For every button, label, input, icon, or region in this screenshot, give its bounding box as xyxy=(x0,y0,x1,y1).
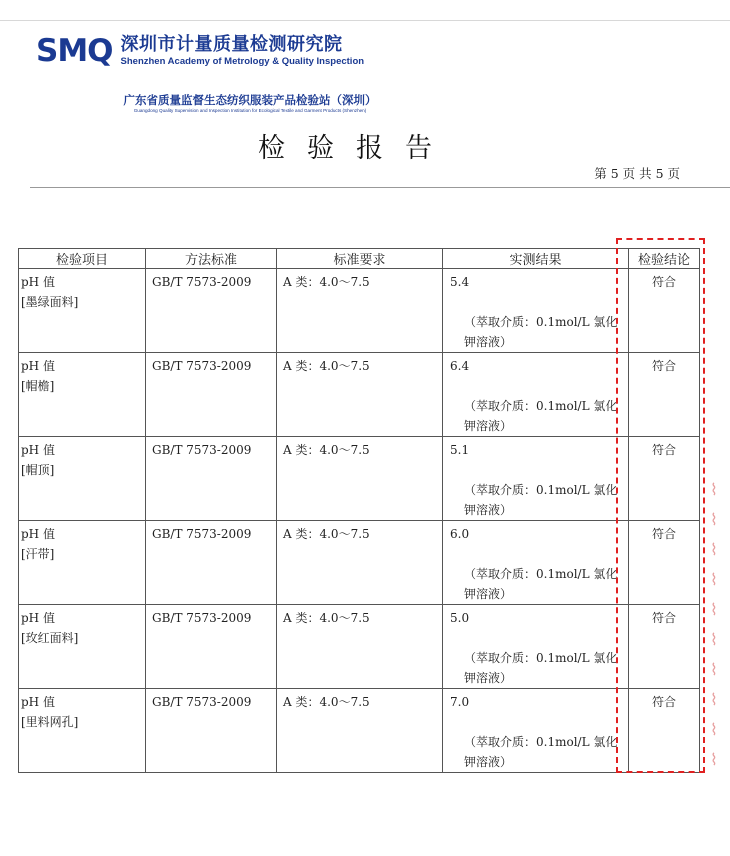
stamp-mark: ⌇ xyxy=(710,600,718,619)
requirement-cell xyxy=(277,353,443,437)
method-cell xyxy=(146,353,277,437)
title-divider xyxy=(30,187,730,188)
logo-text xyxy=(121,34,365,68)
result-cell xyxy=(443,605,629,689)
result-note: （萃取介质：0.1mol/L 氯化 钾溶液） xyxy=(464,651,618,685)
stamp-mark: ⌇ xyxy=(710,570,718,589)
requirement-text: A 类：4.0～7.5 xyxy=(283,611,370,625)
page-indicator: 第 5 页 共 5 页 xyxy=(594,166,680,181)
station-name-cn: 广东省质量监督生态纺织服装产品检验站（深圳） xyxy=(123,93,377,107)
result-note: （萃取介质：0.1mol/L 氯化 钾溶液） xyxy=(464,315,618,349)
col-header-method: 方法标准 xyxy=(146,249,277,269)
method-cell xyxy=(146,689,277,773)
result-note: （萃取介质：0.1mol/L 氯化 钾溶液） xyxy=(464,399,618,433)
table-row xyxy=(19,269,700,353)
result-value: 7.0 xyxy=(450,695,470,709)
result-note: （萃取介质：0.1mol/L 氯化 钾溶液） xyxy=(464,483,618,517)
requirement-cell xyxy=(277,605,443,689)
verdict-cell xyxy=(629,605,700,689)
requirement-text: A 类：4.0～7.5 xyxy=(283,275,370,289)
result-note: （萃取介质：0.1mol/L 氯化 钾溶液） xyxy=(464,567,618,601)
logo-mark: SMQ xyxy=(36,32,113,69)
result-cell xyxy=(443,353,629,437)
item-text: pH 值 [墨绿面料] xyxy=(21,275,79,309)
result-cell xyxy=(443,437,629,521)
item-text: pH 值 [里料网孔] xyxy=(21,695,79,729)
requirement-cell xyxy=(277,689,443,773)
result-cell xyxy=(443,689,629,773)
item-cell xyxy=(19,605,146,689)
org-logo xyxy=(36,30,364,72)
method-text: GB/T 7573-2009 xyxy=(152,611,252,625)
table-row xyxy=(19,353,700,437)
col-header-verdict: 检验结论 xyxy=(629,249,700,269)
station-name-en: Guangdong Quality Supervision and Inspection Institution for Ecological Textile and Garment Products (Shenzhen) xyxy=(133,108,367,113)
verdict-cell xyxy=(629,689,700,773)
col-header-item: 检验项目 xyxy=(19,249,146,269)
stamp-mark: ⌇ xyxy=(710,750,718,769)
table-row xyxy=(19,689,700,773)
verdict-cell xyxy=(629,269,700,353)
method-cell xyxy=(146,269,277,353)
verdict-text: 符合 xyxy=(651,527,676,541)
stamp-mark: ⌇ xyxy=(710,660,718,679)
verdict-text: 符合 xyxy=(651,275,676,289)
result-value: 5.0 xyxy=(450,611,470,625)
method-text: GB/T 7573-2009 xyxy=(152,275,252,289)
requirement-cell xyxy=(277,437,443,521)
stamp-mark: ⌇ xyxy=(710,540,718,559)
item-cell xyxy=(19,689,146,773)
method-cell xyxy=(146,521,277,605)
result-cell xyxy=(443,269,629,353)
seal-stamp-edge xyxy=(704,478,730,818)
method-text: GB/T 7573-2009 xyxy=(152,359,252,373)
station-block xyxy=(123,93,377,114)
item-text: pH 值 [帽檐] xyxy=(21,359,55,393)
table-row xyxy=(19,521,700,605)
method-cell xyxy=(146,605,277,689)
requirement-text: A 类：4.0～7.5 xyxy=(283,359,370,373)
result-value: 5.1 xyxy=(450,443,470,457)
stamp-mark: ⌇ xyxy=(710,720,718,739)
stamp-mark: ⌇ xyxy=(710,480,718,499)
stamp-mark: ⌇ xyxy=(710,690,718,709)
verdict-cell xyxy=(629,353,700,437)
result-value: 6.4 xyxy=(450,359,470,373)
verdict-text: 符合 xyxy=(651,359,676,373)
method-text: GB/T 7573-2009 xyxy=(152,527,252,541)
verdict-text: 符合 xyxy=(651,695,676,709)
item-cell xyxy=(19,521,146,605)
requirement-text: A 类：4.0～7.5 xyxy=(283,527,370,541)
item-cell xyxy=(19,353,146,437)
requirement-text: A 类：4.0～7.5 xyxy=(283,443,370,457)
stamp-mark: ⌇ xyxy=(710,630,718,649)
requirement-cell xyxy=(277,269,443,353)
item-text: pH 值 [汗带] xyxy=(21,527,55,561)
verdict-cell xyxy=(629,437,700,521)
item-cell xyxy=(19,437,146,521)
org-name-cn: 深圳市计量质量检测研究院 xyxy=(120,34,343,55)
method-cell xyxy=(146,437,277,521)
method-text: GB/T 7573-2009 xyxy=(152,695,252,709)
col-header-result: 实测结果 xyxy=(443,249,629,269)
method-text: GB/T 7573-2009 xyxy=(152,443,252,457)
result-value: 6.0 xyxy=(450,527,470,541)
requirement-cell xyxy=(277,521,443,605)
verdict-cell xyxy=(629,521,700,605)
table-header-row xyxy=(19,249,700,269)
verdict-text: 符合 xyxy=(651,443,676,457)
item-cell xyxy=(19,269,146,353)
item-text: pH 值 [帽顶] xyxy=(21,443,55,477)
table-row xyxy=(19,605,700,689)
table-row xyxy=(19,437,700,521)
result-value: 5.4 xyxy=(450,275,470,289)
top-rule xyxy=(0,20,730,21)
requirement-text: A 类：4.0～7.5 xyxy=(283,695,370,709)
item-text: pH 值 [玫红面料] xyxy=(21,611,79,645)
org-name-en: Shenzhen Academy of Metrology & Quality Inspection xyxy=(120,56,365,67)
verdict-text: 符合 xyxy=(651,611,676,625)
result-cell xyxy=(443,521,629,605)
stamp-mark: ⌇ xyxy=(710,510,718,529)
results-table xyxy=(18,248,700,773)
result-note: （萃取介质：0.1mol/L 氯化 钾溶液） xyxy=(464,735,618,769)
col-header-requirement: 标准要求 xyxy=(277,249,443,269)
report-title: 检验报告 xyxy=(258,133,454,164)
